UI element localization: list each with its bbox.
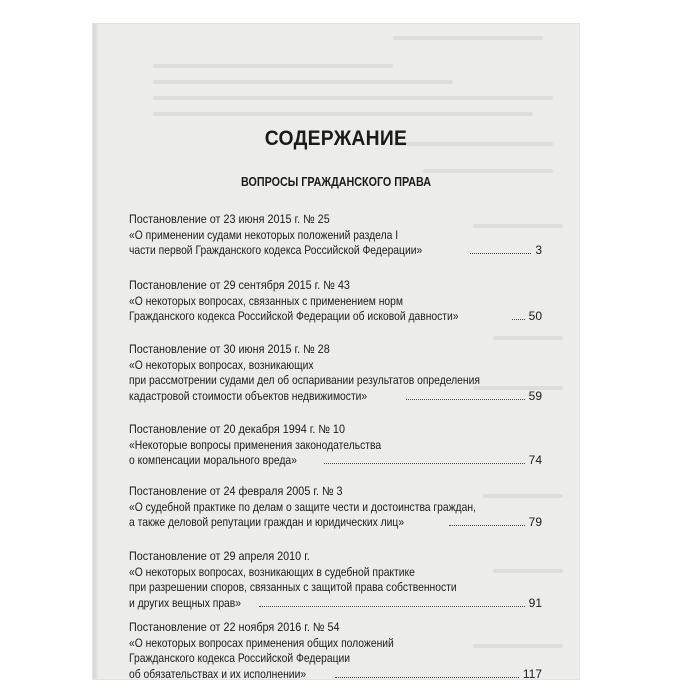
page-number: 91	[528, 595, 542, 610]
entry-title-line: «О некоторых вопросах, возникающих в судебной практике	[129, 564, 415, 579]
page-number: 117	[522, 666, 542, 679]
entry-last-line	[129, 389, 542, 405]
decree-reference: Постановление от 22 ноября 2016 г. № 54	[129, 620, 340, 634]
entry-title-line: «О применении судами некоторых положений раздела I	[129, 227, 399, 242]
entry-title-line: при разрешении споров, связанных с защитой права собственности	[129, 580, 457, 594]
toc-entry	[129, 342, 542, 404]
decree-reference: Постановление от 30 июня 2015 г. № 28	[129, 342, 330, 356]
entry-title-line: об обязательствах и их исполнении»	[129, 666, 307, 679]
entry-title-line: при рассмотрении судами дел об оспаривании результатов определения	[129, 373, 480, 387]
page-number: 74	[528, 453, 542, 467]
page-number: 50	[528, 309, 542, 323]
entry-title-line: «Некоторые вопросы применения законодательства	[129, 437, 382, 452]
book-page	[93, 24, 579, 679]
entry-last-line	[129, 515, 542, 531]
entry-title-line: а также деловой репутации граждан и юридических лиц»	[129, 515, 405, 529]
toc-entry	[129, 422, 542, 469]
section-title: ВОПРОСЫ ГРАЖДАНСКОГО ПРАВА	[241, 175, 431, 189]
table-of-contents	[93, 24, 579, 679]
dot-leader	[335, 676, 519, 678]
entry-title-line: «О судебной практике по делам о защите чести и достоинства граждан,	[129, 499, 476, 514]
entry-title-line: Гражданского кодекса Российской Федерации	[129, 651, 351, 665]
page-number: 79	[528, 515, 542, 529]
dot-leader	[512, 318, 524, 320]
entry-title-line: части первой Гражданского кодекса Российской Федерации»	[129, 243, 423, 257]
dot-leader	[470, 252, 531, 254]
dot-leader	[324, 462, 524, 464]
entry-last-line	[129, 596, 542, 612]
entry-title-line: «О некоторых вопросах применения общих положений	[129, 635, 394, 650]
entry-title-line: Гражданского кодекса Российской Федерации об исковой давности»	[129, 309, 459, 323]
dot-leader	[449, 524, 525, 526]
page-number: 59	[528, 388, 542, 403]
decree-reference: Постановление от 29 апреля 2010 г.	[129, 549, 310, 563]
entry-title-line: кадастровой стоимости объектов недвижимости»	[129, 388, 368, 403]
contents-title: СОДЕРЖАНИЕ	[264, 127, 408, 150]
entry-last-line	[129, 243, 542, 259]
toc-entry	[129, 620, 542, 679]
decree-reference: Постановление от 29 сентября 2015 г. № 43	[129, 278, 350, 292]
toc-entry	[129, 278, 542, 325]
entry-title-line: «О некоторых вопросах, возникающих	[129, 357, 314, 372]
toc-entry	[129, 212, 542, 259]
toc-entry	[129, 549, 542, 611]
entry-last-line	[129, 667, 542, 680]
decree-reference: Постановление от 23 июня 2015 г. № 25	[129, 212, 330, 226]
entry-title-line: и других вещных прав»	[129, 595, 242, 610]
entry-last-line	[129, 309, 542, 325]
decree-reference: Постановление от 20 декабря 1994 г. № 10	[129, 422, 345, 436]
page-number: 3	[535, 243, 542, 257]
entry-title-line: «О некоторых вопросах, связанных с применением норм	[129, 293, 403, 308]
entry-title-line: о компенсации морального вреда»	[129, 453, 297, 467]
entry-last-line	[129, 453, 542, 469]
dot-leader	[406, 398, 525, 400]
decree-reference: Постановление от 24 февраля 2005 г. № 3	[129, 484, 343, 498]
dot-leader	[259, 605, 524, 607]
toc-entry	[129, 484, 542, 531]
